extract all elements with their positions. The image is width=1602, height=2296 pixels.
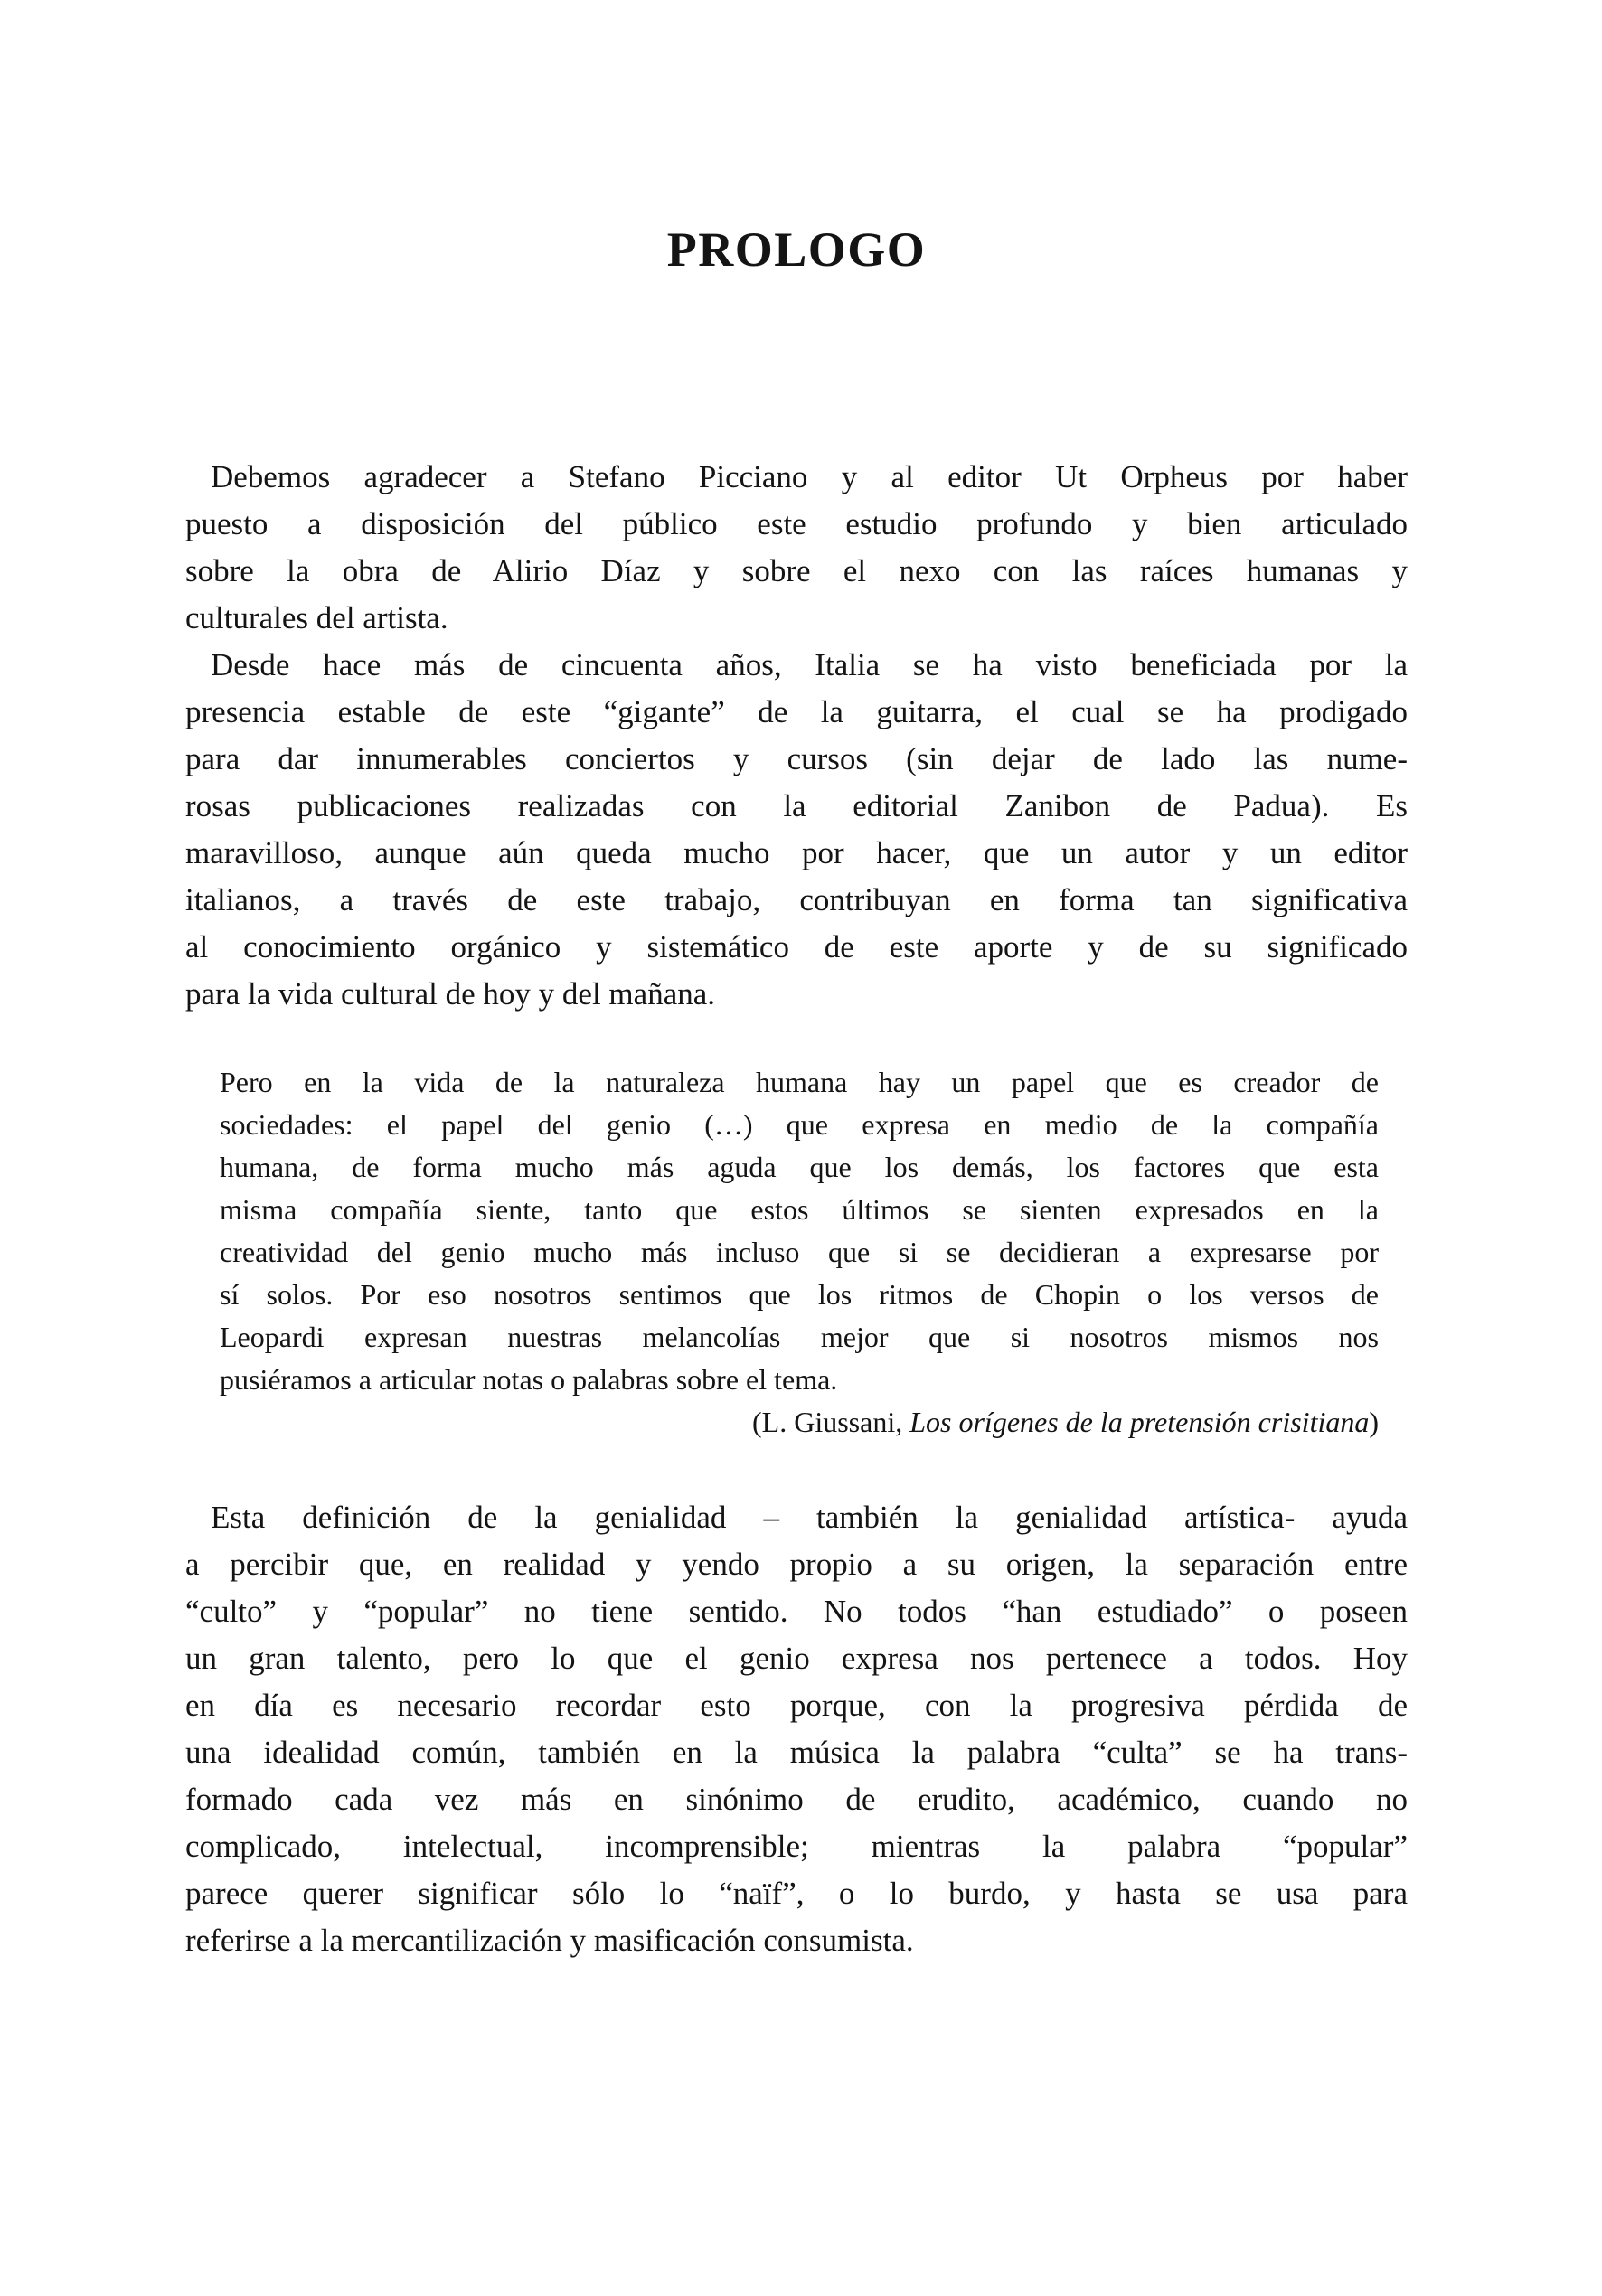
text-line: pusiéramos a articular notas o palabras sobre el tema. bbox=[220, 1363, 838, 1396]
text-line: misma compañía siente, tanto que estos últimos se sienten expresados en la bbox=[220, 1193, 1379, 1226]
text-line: sociedades: el papel del genio (…) que expresa en medio de la compañía bbox=[220, 1108, 1379, 1141]
text-line: para dar innumerables conciertos y cursos (sin dejar de lado las nume- bbox=[185, 741, 1408, 776]
text-line: Pero en la vida de la naturaleza humana hay un papel que es creador de bbox=[220, 1066, 1379, 1098]
text-line: creatividad del genio mucho más incluso que si se decidieran a expresarse por bbox=[220, 1236, 1379, 1268]
block-quote bbox=[220, 1061, 1379, 1444]
text-line: sí solos. Por eso nosotros sentimos que los ritmos de Chopin o los versos de bbox=[220, 1278, 1379, 1311]
page-body bbox=[185, 454, 1408, 1964]
text-line: “culto” y “popular” no tiene sentido. No todos “han estudiado” o poseen bbox=[185, 1594, 1408, 1629]
text-line: humana, de forma mucho más aguda que los demás, los factores que esta bbox=[220, 1151, 1379, 1183]
text-line: maravilloso, aunque aún queda mucho por hacer, que un autor y un editor bbox=[185, 835, 1408, 870]
text-line: Desde hace más de cincuenta años, Italia se ha visto beneficiada por la bbox=[211, 647, 1408, 682]
text-line: complicado, intelectual, incomprensible; mientras la palabra “popular” bbox=[185, 1829, 1408, 1864]
text-line: puesto a disposición del público este estudio profundo y bien articulado bbox=[185, 506, 1408, 541]
text-line: rosas publicaciones realizadas con la editorial Zanibon de Padua). Es bbox=[185, 788, 1408, 823]
paragraph-4 bbox=[185, 1494, 1408, 1964]
text-line: Esta definición de la genialidad – también la genialidad artística- ayuda bbox=[211, 1500, 1408, 1535]
text-line: a percibir que, en realidad y yendo propio a su origen, la separación entre bbox=[185, 1547, 1408, 1582]
attribution-close-paren: ) bbox=[1369, 1406, 1379, 1438]
text-line: para la vida cultural de hoy y del mañana. bbox=[185, 976, 716, 1012]
paragraph-1 bbox=[185, 454, 1408, 642]
text-line: una idealidad común, también en la música la palabra “culta” se ha trans- bbox=[185, 1735, 1408, 1770]
quote-attribution bbox=[220, 1401, 1379, 1444]
attribution-work-title: Los orígenes de la pretensión crisitiana bbox=[909, 1406, 1370, 1438]
text-line: italianos, a través de este trabajo, contribuyan en forma tan significativa bbox=[185, 882, 1408, 917]
page-title: PROLOGO bbox=[666, 222, 927, 277]
text-line: un gran talento, pero lo que el genio expresa nos pertenece a todos. Hoy bbox=[185, 1641, 1408, 1676]
text-line: formado cada vez más en sinónimo de erudito, académico, cuando no bbox=[185, 1782, 1408, 1817]
text-line: parece querer significar sólo lo “naïf”, o lo burdo, y hasta se usa para bbox=[185, 1876, 1408, 1911]
paragraph-2 bbox=[185, 642, 1408, 1018]
text-line: sobre la obra de Alirio Díaz y sobre el nexo con las raíces humanas y bbox=[185, 553, 1408, 588]
text-line: en día es necesario recordar esto porque, con la progresiva pérdida de bbox=[185, 1688, 1408, 1723]
text-line: referirse a la mercantilización y masificación consumista. bbox=[185, 1923, 914, 1958]
text-line: al conocimiento orgánico y sistemático de este aporte y de su significado bbox=[185, 929, 1408, 965]
text-line: Debemos agradecer a Stefano Picciano y al editor Ut Orpheus por haber bbox=[211, 459, 1408, 494]
text-line: culturales del artista. bbox=[185, 600, 448, 635]
attribution-author: (L. Giussani, bbox=[752, 1406, 910, 1438]
text-line: presencia estable de este “gigante” de la guitarra, el cual se ha prodigado bbox=[185, 694, 1408, 729]
text-line: Leopardi expresan nuestras melancolías mejor que si nosotros mismos nos bbox=[220, 1321, 1379, 1353]
